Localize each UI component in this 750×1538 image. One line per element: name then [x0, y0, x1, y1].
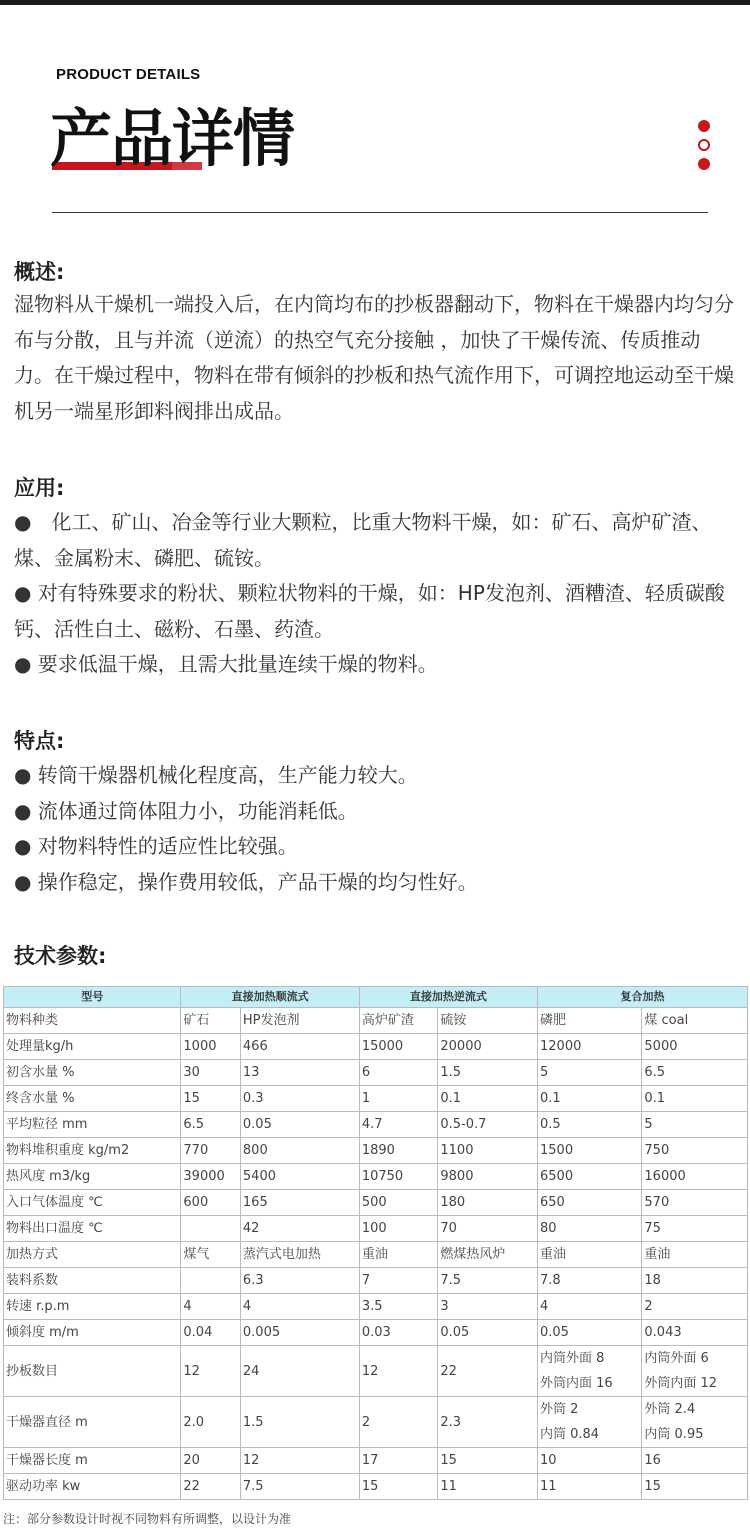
table-cell: 2	[359, 1397, 438, 1448]
table-cell: 2	[642, 1294, 748, 1320]
table-cell	[181, 1268, 241, 1294]
table-cell: 1	[359, 1086, 438, 1112]
application-item: ● 对有特殊要求的粉状、颗粒状物料的干燥，如：HP发泡剂、酒糟渣、轻质碳酸钙、活性白土、磁粉、石墨、药渣。	[14, 581, 725, 641]
table-row	[4, 1474, 748, 1500]
table-cell: 重油	[538, 1242, 642, 1268]
table-row	[4, 1008, 748, 1034]
table-cell: 0.05	[438, 1320, 538, 1346]
table-cell: 5000	[642, 1034, 748, 1060]
table-cell: 165	[240, 1190, 359, 1216]
application-item: ● 化工、矿山、冶金等行业大颗粒，比重大物料干燥，如：矿石、高炉矿渣、煤、金属粉末、磷肥、硫铵。	[14, 510, 712, 570]
table-cell: 煤 coal	[642, 1008, 748, 1034]
table-cell: 12	[359, 1346, 438, 1397]
table-cell: 600	[181, 1190, 241, 1216]
row-label-cell: 驱动功率 kw	[4, 1474, 181, 1500]
table-cell: 770	[181, 1138, 241, 1164]
table-cell: 3	[438, 1294, 538, 1320]
table-cell: 0.04	[181, 1320, 241, 1346]
table-cell: 6	[359, 1060, 438, 1086]
table-cell: 7.5	[240, 1474, 359, 1500]
table-cell: 10750	[359, 1164, 438, 1190]
table-row	[4, 1448, 748, 1474]
table-cell: 3.5	[359, 1294, 438, 1320]
table-cell: 80	[538, 1216, 642, 1242]
feature-item: ● 流体通过筒体阻力小，功能消耗低。	[14, 798, 358, 823]
table-header-cell: 直接加热逆流式	[359, 987, 537, 1008]
table-cell: 内筒外面 8 外筒内面 16	[538, 1346, 642, 1397]
table-cell: 7.8	[538, 1268, 642, 1294]
table-cell: 15000	[359, 1034, 438, 1060]
table-cell: 煤气	[181, 1242, 241, 1268]
table-cell: 75	[642, 1216, 748, 1242]
table-cell: 硫铵	[438, 1008, 538, 1034]
table-cell: 15	[438, 1448, 538, 1474]
params-heading: 技术参数:	[14, 944, 107, 968]
row-label-cell: 终含水量 %	[4, 1086, 181, 1112]
row-label-cell: 平均粒径 mm	[4, 1112, 181, 1138]
features-list	[14, 758, 738, 900]
table-cell: 1100	[438, 1138, 538, 1164]
table-header-cell: 复合加热	[538, 987, 748, 1008]
table-cell: 9800	[438, 1164, 538, 1190]
table-cell: 0.5	[538, 1112, 642, 1138]
table-body	[4, 1008, 748, 1500]
table-cell: 16000	[642, 1164, 748, 1190]
table-cell: 500	[359, 1190, 438, 1216]
table-cell: 18	[642, 1268, 748, 1294]
table-cell: 39000	[181, 1164, 241, 1190]
table-cell: 0.5-0.7	[438, 1112, 538, 1138]
header-divider	[52, 212, 708, 213]
table-header-row	[4, 987, 748, 1008]
row-label-cell: 倾斜度 m/m	[4, 1320, 181, 1346]
decor-dots-icon	[698, 120, 712, 177]
table-cell: 20	[181, 1448, 241, 1474]
row-label-cell: 热风度 m3/kg	[4, 1164, 181, 1190]
table-cell: 11	[438, 1474, 538, 1500]
table-cell: 22	[438, 1346, 538, 1397]
table-cell: 重油	[359, 1242, 438, 1268]
overview-heading: 概述:	[14, 260, 65, 284]
table-row	[4, 1216, 748, 1242]
table-row	[4, 1086, 748, 1112]
row-label-cell: 入口气体温度 ℃	[4, 1190, 181, 1216]
table-cell: 7	[359, 1268, 438, 1294]
table-row	[4, 1112, 748, 1138]
table-cell: 6.5	[181, 1112, 241, 1138]
row-label-cell: 处理量kg/h	[4, 1034, 181, 1060]
table-note: 注：部分参数设计时视不同物料有所调整，以设计为准	[3, 1512, 292, 1526]
table-cell: 0.1	[438, 1086, 538, 1112]
table-cell: 内筒外面 6 外筒内面 12	[642, 1346, 748, 1397]
table-cell: 4.7	[359, 1112, 438, 1138]
table-row	[4, 1138, 748, 1164]
table-cell: 6.3	[240, 1268, 359, 1294]
table-cell: HP发泡剂	[240, 1008, 359, 1034]
table-cell: 42	[240, 1216, 359, 1242]
section-title-en: PRODUCT DETAILS	[56, 66, 201, 83]
table-cell: 6.5	[642, 1060, 748, 1086]
table-cell: 800	[240, 1138, 359, 1164]
table-cell: 10	[538, 1448, 642, 1474]
table-cell: 1.5	[240, 1397, 359, 1448]
row-label-cell: 物料种类	[4, 1008, 181, 1034]
application-heading: 应用:	[14, 476, 65, 500]
application-list	[14, 505, 738, 683]
row-label-cell: 转速 r.p.m	[4, 1294, 181, 1320]
row-label-cell: 初含水量 %	[4, 1060, 181, 1086]
row-label-cell: 装料系数	[4, 1268, 181, 1294]
table-row	[4, 1346, 748, 1397]
row-label-cell: 物料出口温度 ℃	[4, 1216, 181, 1242]
table-cell: 30	[181, 1060, 241, 1086]
table-cell: 0.005	[240, 1320, 359, 1346]
table-row	[4, 1060, 748, 1086]
table-cell: 22	[181, 1474, 241, 1500]
page-title: 产品详情	[50, 102, 295, 175]
table-cell: 16	[642, 1448, 748, 1474]
feature-item: ● 操作稳定，操作费用较低，产品干燥的均匀性好。	[14, 869, 478, 894]
table-row	[4, 1320, 748, 1346]
table-cell: 12	[181, 1346, 241, 1397]
table-cell: 570	[642, 1190, 748, 1216]
table-cell: 70	[438, 1216, 538, 1242]
features-heading: 特点:	[14, 729, 65, 753]
table-cell: 1.5	[438, 1060, 538, 1086]
table-row	[4, 1164, 748, 1190]
table-cell: 蒸汽式电加热	[240, 1242, 359, 1268]
row-label-cell: 干燥器直径 m	[4, 1397, 181, 1448]
table-cell: 5	[538, 1060, 642, 1086]
table-cell: 1890	[359, 1138, 438, 1164]
table-cell: 高炉矿渣	[359, 1008, 438, 1034]
table-cell: 180	[438, 1190, 538, 1216]
params-table	[3, 986, 748, 1500]
overview-paragraph: 湿物料从干燥机一端投入后，在内筒均布的抄板器翻动下，物料在干燥器内均匀分布与分散，且与并流（逆流）的热空气充分接触 ，加快了干燥传流、传质推动力。在干燥过程中，物料在带有倾斜的抄板和热气流作用下，可调控地运动至干燥机另一端星形卸料阀排出成品。	[14, 292, 734, 423]
table-cell: 2.0	[181, 1397, 241, 1448]
row-label-cell: 干燥器长度 m	[4, 1448, 181, 1474]
table-row	[4, 1242, 748, 1268]
table-cell: 0.03	[359, 1320, 438, 1346]
table-cell: 0.3	[240, 1086, 359, 1112]
table-cell: 2.3	[438, 1397, 538, 1448]
table-cell: 1500	[538, 1138, 642, 1164]
table-cell: 6500	[538, 1164, 642, 1190]
row-label-cell: 抄板数目	[4, 1346, 181, 1397]
table-cell: 12000	[538, 1034, 642, 1060]
table-cell: 4	[240, 1294, 359, 1320]
table-cell	[181, 1216, 241, 1242]
table-cell: 650	[538, 1190, 642, 1216]
table-cell: 100	[359, 1216, 438, 1242]
row-label-cell: 加热方式	[4, 1242, 181, 1268]
table-cell: 0.043	[642, 1320, 748, 1346]
table-cell: 12	[240, 1448, 359, 1474]
table-cell: 15	[359, 1474, 438, 1500]
table-row	[4, 1268, 748, 1294]
table-cell: 20000	[438, 1034, 538, 1060]
table-cell: 11	[538, 1474, 642, 1500]
table-cell: 外筒 2 内筒 0.84	[538, 1397, 642, 1448]
table-cell: 1000	[181, 1034, 241, 1060]
table-cell: 15	[181, 1086, 241, 1112]
table-cell: 17	[359, 1448, 438, 1474]
table-header-cell: 直接加热顺流式	[181, 987, 359, 1008]
table-header-cell: 型号	[4, 987, 181, 1008]
table-cell: 矿石	[181, 1008, 241, 1034]
table-row	[4, 1397, 748, 1448]
table-cell: 重油	[642, 1242, 748, 1268]
table-cell: 15	[642, 1474, 748, 1500]
row-label-cell: 物料堆积重度 kg/m2	[4, 1138, 181, 1164]
table-cell: 5400	[240, 1164, 359, 1190]
top-border	[0, 0, 750, 5]
table-cell: 466	[240, 1034, 359, 1060]
ring-dot-icon	[698, 139, 710, 151]
table-cell: 7.5	[438, 1268, 538, 1294]
table-cell: 0.1	[642, 1086, 748, 1112]
table-cell: 750	[642, 1138, 748, 1164]
feature-item: ● 转筒干燥器机械化程度高，生产能力较大。	[14, 763, 418, 787]
feature-item: ● 对物料特性的适应性比较强。	[14, 834, 298, 858]
table-cell: 磷肥	[538, 1008, 642, 1034]
application-item: ● 要求低温干燥，且需大批量连续干燥的物料。	[14, 652, 438, 676]
table-cell: 4	[181, 1294, 241, 1320]
dot-icon	[698, 158, 710, 170]
table-row	[4, 1034, 748, 1060]
table-cell: 0.1	[538, 1086, 642, 1112]
table-row	[4, 1294, 748, 1320]
table-cell: 外筒 2.4 内筒 0.95	[642, 1397, 748, 1448]
table-cell: 4	[538, 1294, 642, 1320]
dot-icon	[698, 120, 710, 132]
table-cell: 燃煤热风炉	[438, 1242, 538, 1268]
overview-text	[14, 287, 738, 429]
table-row	[4, 1190, 748, 1216]
table-cell: 24	[240, 1346, 359, 1397]
table-cell: 13	[240, 1060, 359, 1086]
table-cell: 5	[642, 1112, 748, 1138]
table-cell: 0.05	[538, 1320, 642, 1346]
table-cell: 0.05	[240, 1112, 359, 1138]
